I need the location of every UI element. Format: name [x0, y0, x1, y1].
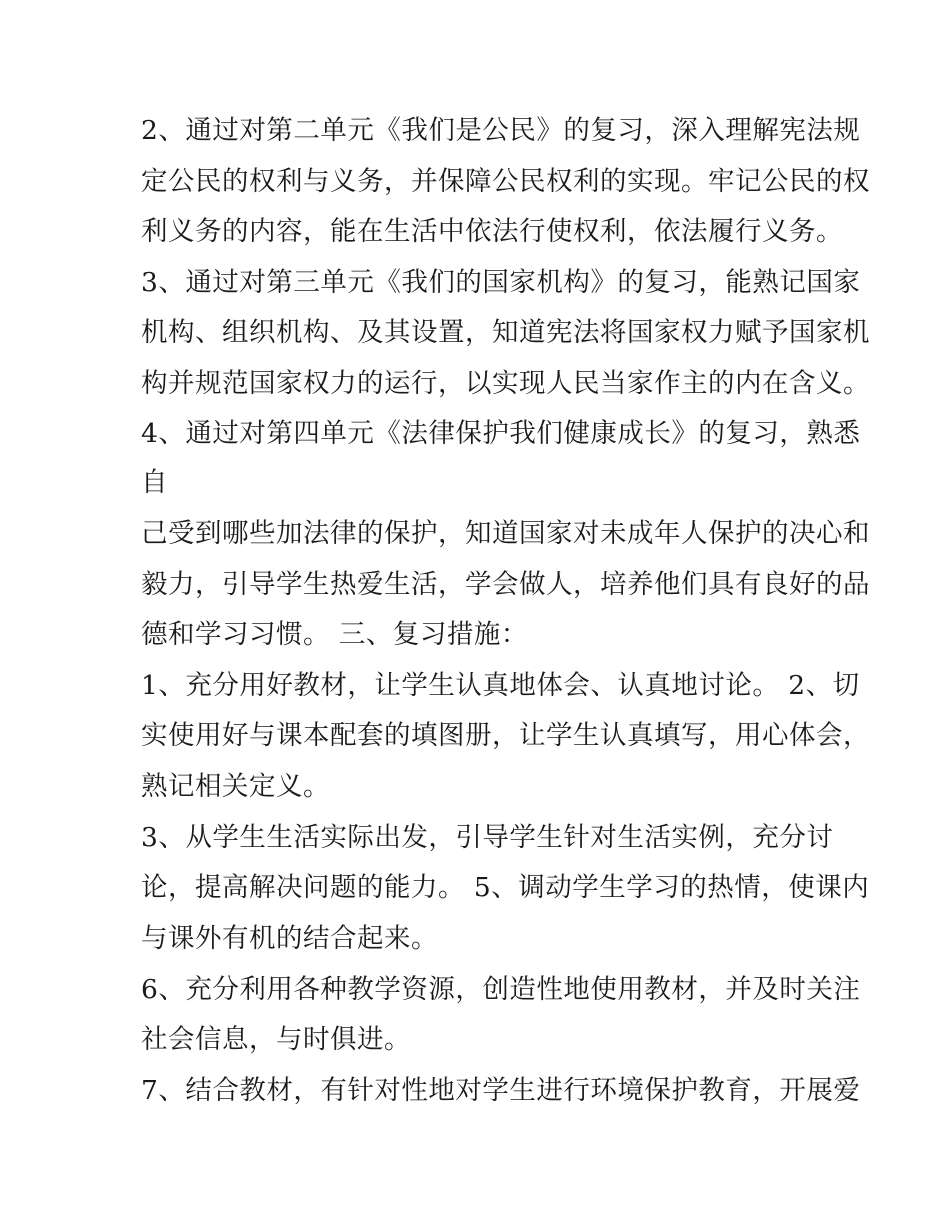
text-line: 社会信息，与时俱进。 [141, 1024, 411, 1055]
text-line: 己受到哪些加法律的保护，知道国家对未成年人保护的决心和 [141, 518, 870, 549]
text-line: 4、通过对第四单元《法律保护我们健康成长》的复习，熟悉 [141, 418, 861, 449]
text-line: 毅力，引导学生热爱生活，学会做人，培养他们具有良好的品 [141, 569, 870, 600]
text-line: 利义务的内容，能在生活中依法行使权利，依法履行义务。 [141, 216, 843, 247]
text-line: 构并规范国家权力的运行，以实现人民当家作主的内在含义。 [141, 368, 870, 399]
text-line: 6、充分利用各种教学资源，创造性地使用教材，并及时关注 [141, 974, 861, 1005]
text-line: 德和学习习惯。 三、复习措施： [141, 619, 528, 650]
text-line: 实使用好与课本配套的填图册，让学生认真填写，用心体会， [141, 720, 870, 751]
text-line: 熟记相关定义。 [141, 771, 330, 802]
text-line: 定公民的权利与义务，并保障公民权利的实现。牢记公民的权 [141, 166, 870, 197]
text-line: 2、通过对第二单元《我们是公民》的复习，深入理解宪法规 [141, 115, 861, 146]
text-line: 机构、组织机构、及其设置，知道宪法将国家权力赋予国家机 [141, 317, 870, 348]
text-line: 论，提高解决问题的能力。 5、调动学生学习的热情，使课内 [141, 872, 870, 903]
text-line: 自 [141, 467, 168, 498]
text-line: 1、充分用好教材，让学生认真地体会、认真地讨论。 2、切 [141, 670, 860, 701]
text-line: 3、从学生生活实际出发，引导学生针对生活实例，充分讨 [141, 822, 834, 853]
text-line: 7、结合教材，有针对性地对学生进行环境保护教育，开展爱 [141, 1075, 861, 1106]
text-line: 3、通过对第三单元《我们的国家机构》的复习，能熟记国家 [141, 267, 861, 298]
text-line: 与课外有机的结合起来。 [141, 923, 438, 954]
